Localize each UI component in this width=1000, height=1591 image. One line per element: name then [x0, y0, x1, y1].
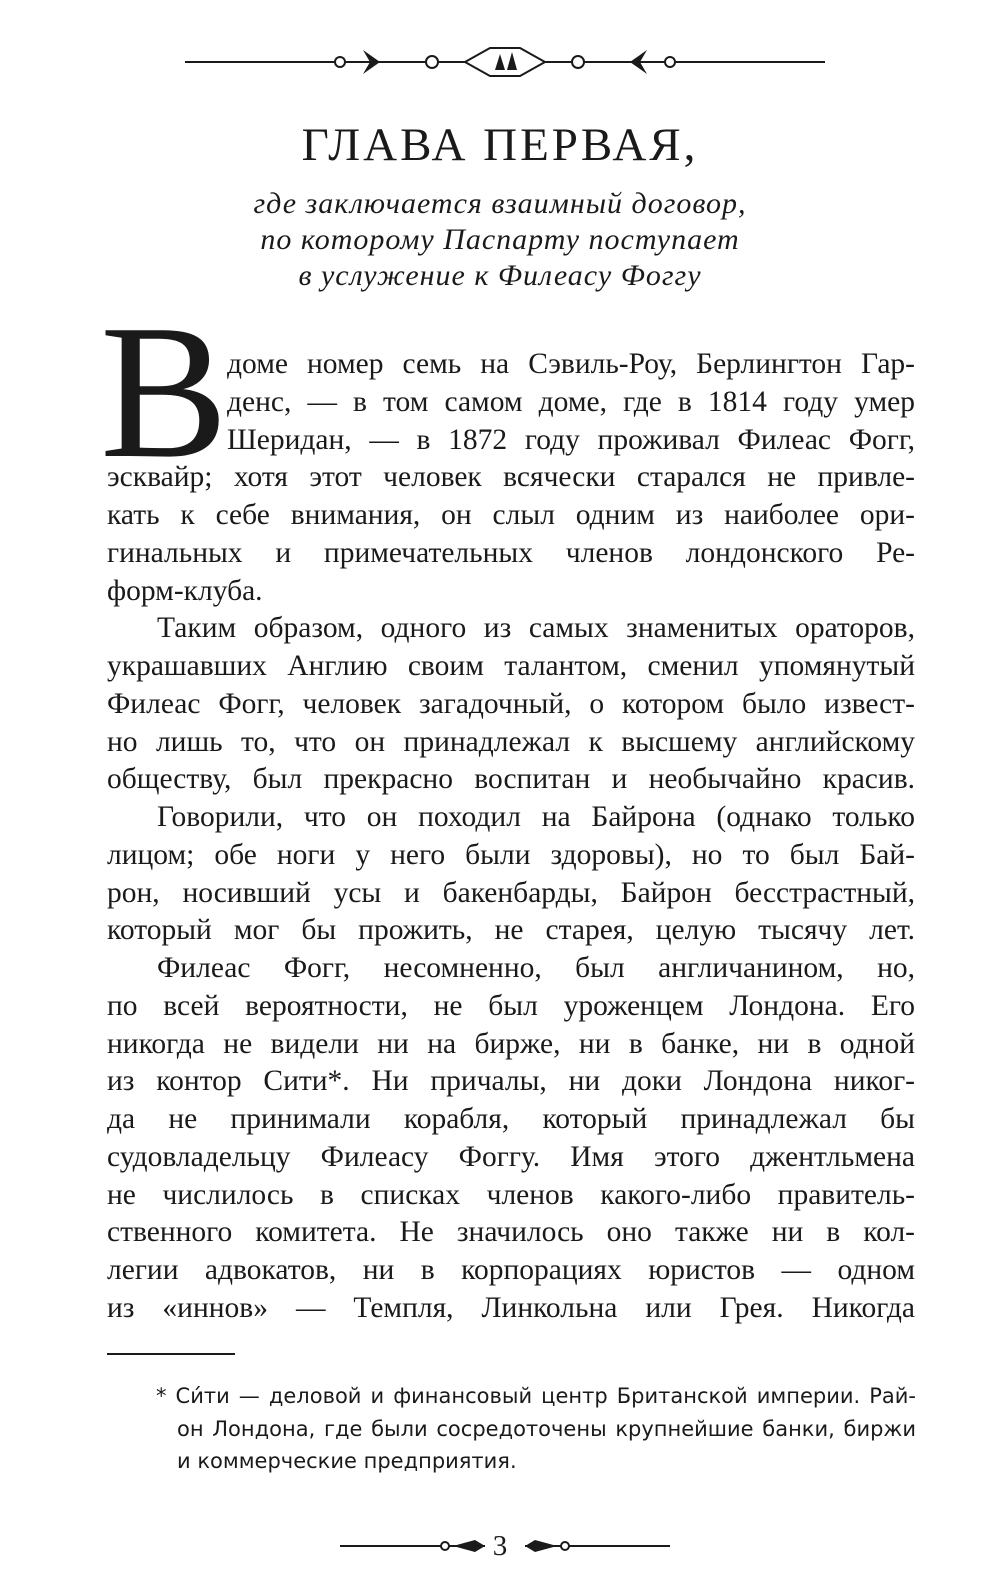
text-line: легии адвокатов, ни в корпорациях юристов — одном [107, 1254, 915, 1286]
text-line: денс, — в том самом доме, где в 1814 году умер [227, 385, 915, 418]
body-text [107, 346, 915, 1328]
text-line: никогда не видели ни на бирже, ни в банке, ни в одной [107, 1027, 915, 1060]
text-line: но лишь то, что он принадлежал к высшему английскому [107, 725, 915, 758]
text-line: ственного комитета. Не значилось оно также ни в кол- [107, 1216, 915, 1249]
text-line: кать к себе внимания, он слыл одним из наиболее ори- [107, 499, 915, 531]
footnote-line: и коммерческие предприятия. [177, 1449, 517, 1473]
drop-cap: В [100, 285, 229, 498]
footnote [156, 1380, 916, 1478]
subtitle-line: в услужение к Филеасу Фоггу [298, 259, 702, 292]
page-number: 3 [492, 1530, 508, 1562]
text-line: по всей вероятности, не был уроженцем Лондона. Его [107, 989, 915, 1022]
text-line: Филеас Фогг, человек загадочный, о котором было извест- [107, 687, 915, 720]
text-line: форм-клуба. [107, 574, 263, 607]
text-line: Шеридан, — в 1872 году проживал Филеас Фогг, [227, 423, 915, 456]
subtitle-line: где заключается взаимный договор, [253, 187, 747, 220]
text-line: из контор Сити*. Ни причалы, ни доки Лондона никог- [107, 1065, 915, 1098]
text-line: эсквайр; хотя этот человек всячески старался не привле- [107, 461, 915, 494]
text-line: обществу, был прекрасно воспитан и необычайно красив. [107, 763, 915, 796]
text-line: не числилось в списках членов какого-либо правитель- [107, 1178, 915, 1211]
text-line: да не принимали корабля, который принадлежал бы [107, 1103, 915, 1135]
text-line: который мог бы прожить, не старея, целую тысячу лет. [107, 914, 915, 947]
footnote-rule [107, 1353, 235, 1355]
text-line: доме номер семь на Сэвиль-Роу, Берлингтон Гар- [227, 348, 915, 380]
chapter-subtitle [0, 186, 1000, 294]
text-line: Филеас Фогг, несомненно, был англичанином, но, [157, 952, 915, 984]
text-line: лицом; обе ноги у него были здоровы), но то был Бай- [107, 838, 915, 871]
chapter-title: ГЛАВА ПЕРВАЯ, [301, 119, 699, 171]
text-line: украшавших Англию своим талантом, сменил упомянутый [107, 650, 915, 682]
text-line: Говорили, что он походил на Байрона (однако только [157, 801, 915, 833]
subtitle-line: по которому Паспарту поступает [260, 223, 740, 256]
text-line: рон, носивший усы и бакенбарды, Байрон бесстрастный, [107, 876, 915, 909]
footnote-line: * Си́ти — деловой и финансовый центр Британской империи. Рай- [156, 1384, 916, 1408]
footnote-line: он Лондона, где были сосредоточены крупнейшие банки, биржи [177, 1416, 916, 1441]
text-line: гинальных и примечательных членов лондонского Ре- [107, 536, 915, 569]
text-line: Таким образом, одного из самых знаменитых ораторов, [157, 612, 915, 645]
ornament-divider-icon [180, 40, 830, 84]
text-line: судовладельцу Филеасу Фоггу. Имя этого джентльмена [107, 1140, 915, 1173]
text-line: из «иннов» — Темпля, Линкольна или Грея. Никогда [107, 1291, 915, 1324]
